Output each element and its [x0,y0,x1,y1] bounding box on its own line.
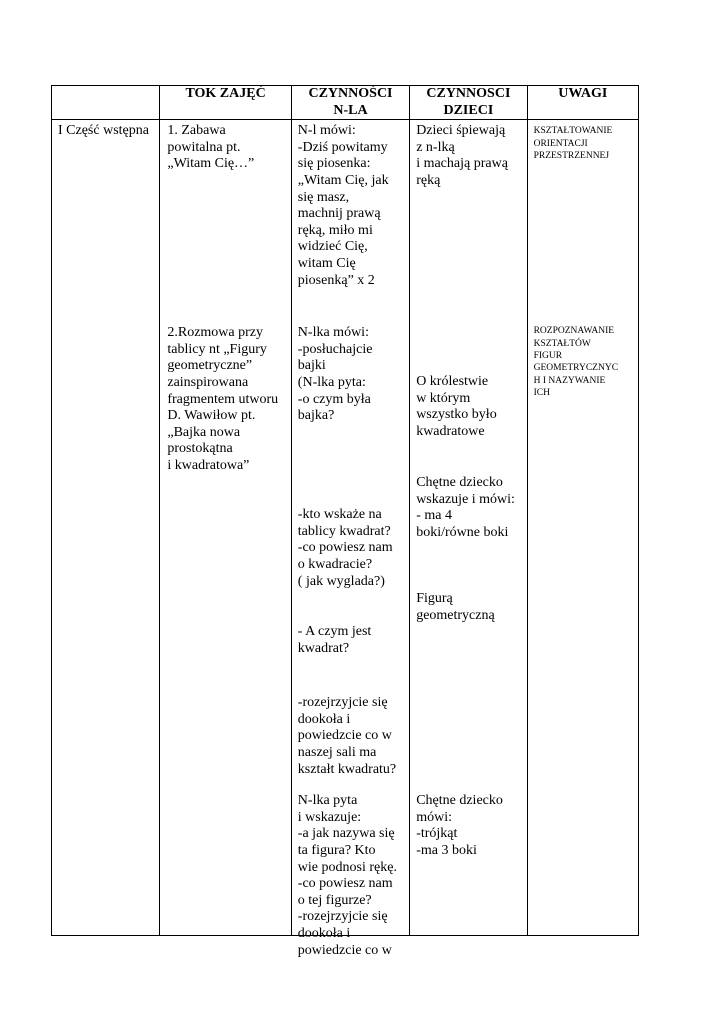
dzieci-item: Chętne dziecko mówi: -trójkąt -ma 3 boki [416,793,503,858]
czynnosci-nla-cell [291,120,409,958]
section-cell [52,120,160,936]
lesson-plan-table [51,85,639,958]
uwagi-note: ROZPOZNAWANIE KSZTAŁTÓW FIGUR GEOMETRYCZNYC H I NAZYWANIE ICH [533,326,619,399]
nla-item: N-l mówi: -Dziś powitamy się piosenka: „Witam Cię, jak się masz, machnij prawą ręką, miło mi widzieć Cię, witam Cię piosenką” x 2 [297,123,389,288]
header-czynnosci-dzieci: CZYNNOSCI DZIECI [410,86,527,120]
header-empty [52,86,160,120]
section-label: I Część wstępna [58,123,149,139]
czynnosci-dzieci-cell [410,120,527,936]
dzieci-item: Figurą geometryczną [416,591,495,623]
header-tok-zajec: TOK ZAJĘĆ [160,86,291,120]
nla-item: -rozejrzyjcie się dookoła i powiedzcie co w naszej sali ma kształt kwadratu? [297,695,397,777]
header-czynnosci-nla: CZYNNOŚCI N-LA [291,86,409,120]
nla-item: N-lka mówi: -posłuchajcie bajki (N-lka pyta: -o czym była bajka? [297,325,373,424]
header-row [52,86,639,120]
tok-zajec-cell [160,120,291,936]
uwagi-cell [527,120,638,936]
nla-item: - A czym jest kwadrat? [297,624,372,656]
dzieci-item: Chętne dziecko wskazuje i mówi: - ma 4 boki/równe boki [416,475,515,540]
dzieci-item: Dzieci śpiewają z n-lką i machają prawą ręką [416,123,508,188]
nla-item: N-lka pyta i wskazuje: -a jak nazywa się ta figura? Kto wie podnosi rękę. -co powiesz nam o tej figurze? -rozejrzyjcie się dookoła i powiedzcie co w [297,793,397,958]
header-uwagi: UWAGI [527,86,638,120]
table-row [52,120,639,936]
tok-item: 1. Zabawa powitalna pt. „Witam Cię…” [167,123,255,172]
nla-item: -kto wskaże na tablicy kwadrat? -co powiesz nam o kwadracie? ( jak wyglada?) [297,507,393,589]
tok-item: 2.Rozmowa przy tablicy nt „Figury geometryczne” zainspirowana fragmentem utworu D. Wawiłow pt. „Bajka nowa prostokątna i kwadratowa” [167,325,279,473]
uwagi-note: KSZTAŁTOWANIE ORIENTACJI PRZESTRZENNEJ [533,126,613,161]
dzieci-item: O królestwie w którym wszystko było kwadratowe [416,374,497,439]
